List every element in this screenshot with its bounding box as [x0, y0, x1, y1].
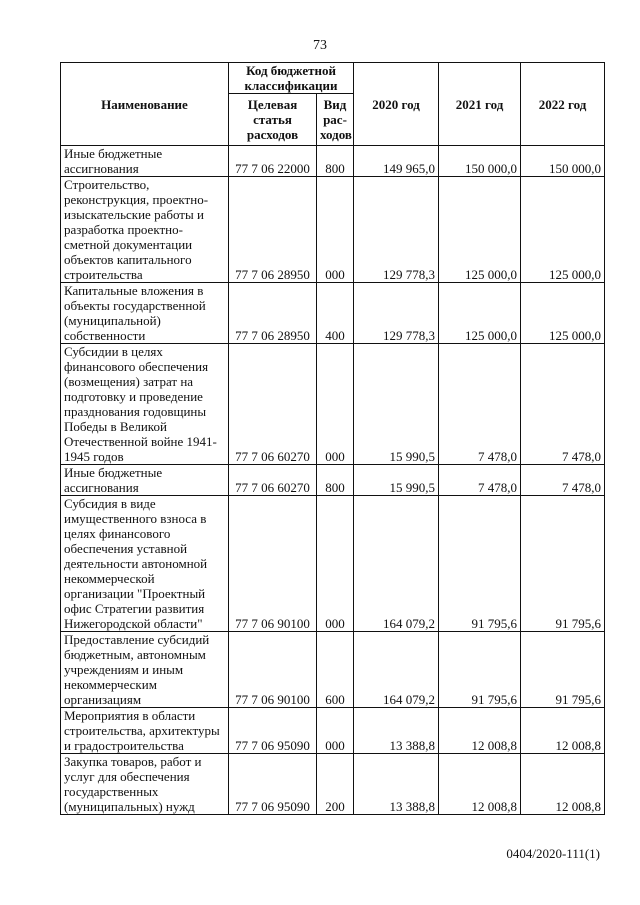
table-row	[61, 754, 605, 815]
row-value-2022: 91 795,6	[521, 496, 605, 632]
row-expense-type: 400	[317, 283, 354, 344]
row-expense-type: 200	[317, 754, 354, 815]
table-row	[61, 496, 605, 632]
row-name: Мероприятия в области строительства, архитектуры и градостроительства	[61, 708, 229, 754]
row-name: Иные бюджетные ассигнования	[61, 146, 229, 177]
row-value-2022: 12 008,8	[521, 708, 605, 754]
row-name: Субсидии в целях финансового обеспечения (возмещения) затрат на подготовку и проведение празднования годовщины Победы в Великой Отечественной войне 1941-1945 годов	[61, 344, 229, 465]
row-value-2021: 12 008,8	[439, 754, 521, 815]
row-value-2021: 91 795,6	[439, 632, 521, 708]
document-code: 0404/2020-111(1)	[506, 846, 600, 861]
row-name: Иные бюджетные ассигнования	[61, 465, 229, 496]
row-value-2022: 91 795,6	[521, 632, 605, 708]
table-row	[61, 283, 605, 344]
row-value-2020: 15 990,5	[354, 344, 439, 465]
row-expense-type: 000	[317, 496, 354, 632]
table-row	[61, 177, 605, 283]
row-value-2022: 125 000,0	[521, 177, 605, 283]
row-value-2022: 12 008,8	[521, 754, 605, 815]
row-value-2021: 91 795,6	[439, 496, 521, 632]
row-value-2020: 13 388,8	[354, 754, 439, 815]
row-value-2020: 15 990,5	[354, 465, 439, 496]
header-year-2022: 2022 год	[521, 63, 605, 146]
table-header	[61, 63, 605, 146]
row-target-code: 77 7 06 28950	[229, 283, 317, 344]
row-value-2021: 125 000,0	[439, 177, 521, 283]
row-value-2020: 164 079,2	[354, 632, 439, 708]
table-body	[61, 146, 605, 815]
row-expense-type: 000	[317, 344, 354, 465]
table-row	[61, 632, 605, 708]
row-value-2020: 149 965,0	[354, 146, 439, 177]
row-target-code: 77 7 06 28950	[229, 177, 317, 283]
row-expense-type: 000	[317, 708, 354, 754]
header-code-group: Код бюджетной классификации	[229, 63, 354, 94]
row-expense-type: 800	[317, 146, 354, 177]
row-target-code: 77 7 06 90100	[229, 632, 317, 708]
header-year-2020: 2020 год	[354, 63, 439, 146]
row-target-code: 77 7 06 95090	[229, 708, 317, 754]
row-name: Предоставление субсидий бюджетным, автономным учреждениям и иным некоммерческим организациям	[61, 632, 229, 708]
row-target-code: 77 7 06 95090	[229, 754, 317, 815]
row-value-2022: 150 000,0	[521, 146, 605, 177]
row-name: Капитальные вложения в объекты государственной (муниципальной) собственности	[61, 283, 229, 344]
row-value-2022: 7 478,0	[521, 344, 605, 465]
row-name: Закупка товаров, работ и услуг для обеспечения государственных (муниципальных) нужд	[61, 754, 229, 815]
row-name: Субсидия в виде имущественного взноса в целях финансового обеспечения уставной деятельности автономной некоммерческой организации "Проектный офис Стратегии развития Нижегородской области"	[61, 496, 229, 632]
row-value-2021: 7 478,0	[439, 465, 521, 496]
row-expense-type: 600	[317, 632, 354, 708]
row-expense-type: 800	[317, 465, 354, 496]
budget-table	[60, 62, 605, 815]
row-target-code: 77 7 06 90100	[229, 496, 317, 632]
row-target-code: 77 7 06 22000	[229, 146, 317, 177]
row-expense-type: 000	[317, 177, 354, 283]
row-target-code: 77 7 06 60270	[229, 465, 317, 496]
row-value-2022: 125 000,0	[521, 283, 605, 344]
row-target-code: 77 7 06 60270	[229, 344, 317, 465]
row-value-2020: 164 079,2	[354, 496, 439, 632]
table-row	[61, 465, 605, 496]
header-target-article: Целевая статья расходов	[229, 94, 317, 146]
row-value-2021: 150 000,0	[439, 146, 521, 177]
header-year-2021: 2021 год	[439, 63, 521, 146]
row-value-2021: 12 008,8	[439, 708, 521, 754]
header-expense-type: Вид рас-ходов	[317, 94, 354, 146]
table-row	[61, 708, 605, 754]
row-value-2020: 13 388,8	[354, 708, 439, 754]
row-value-2021: 125 000,0	[439, 283, 521, 344]
row-value-2020: 129 778,3	[354, 283, 439, 344]
header-name: Наименование	[61, 63, 229, 146]
table-row	[61, 146, 605, 177]
row-value-2022: 7 478,0	[521, 465, 605, 496]
row-value-2020: 129 778,3	[354, 177, 439, 283]
row-name: Строительство, реконструкция, проектно-изыскательские работы и разработка проектно-сметной документации объектов капитального строительства	[61, 177, 229, 283]
row-value-2021: 7 478,0	[439, 344, 521, 465]
page-number: 73	[313, 38, 327, 53]
table-row	[61, 344, 605, 465]
